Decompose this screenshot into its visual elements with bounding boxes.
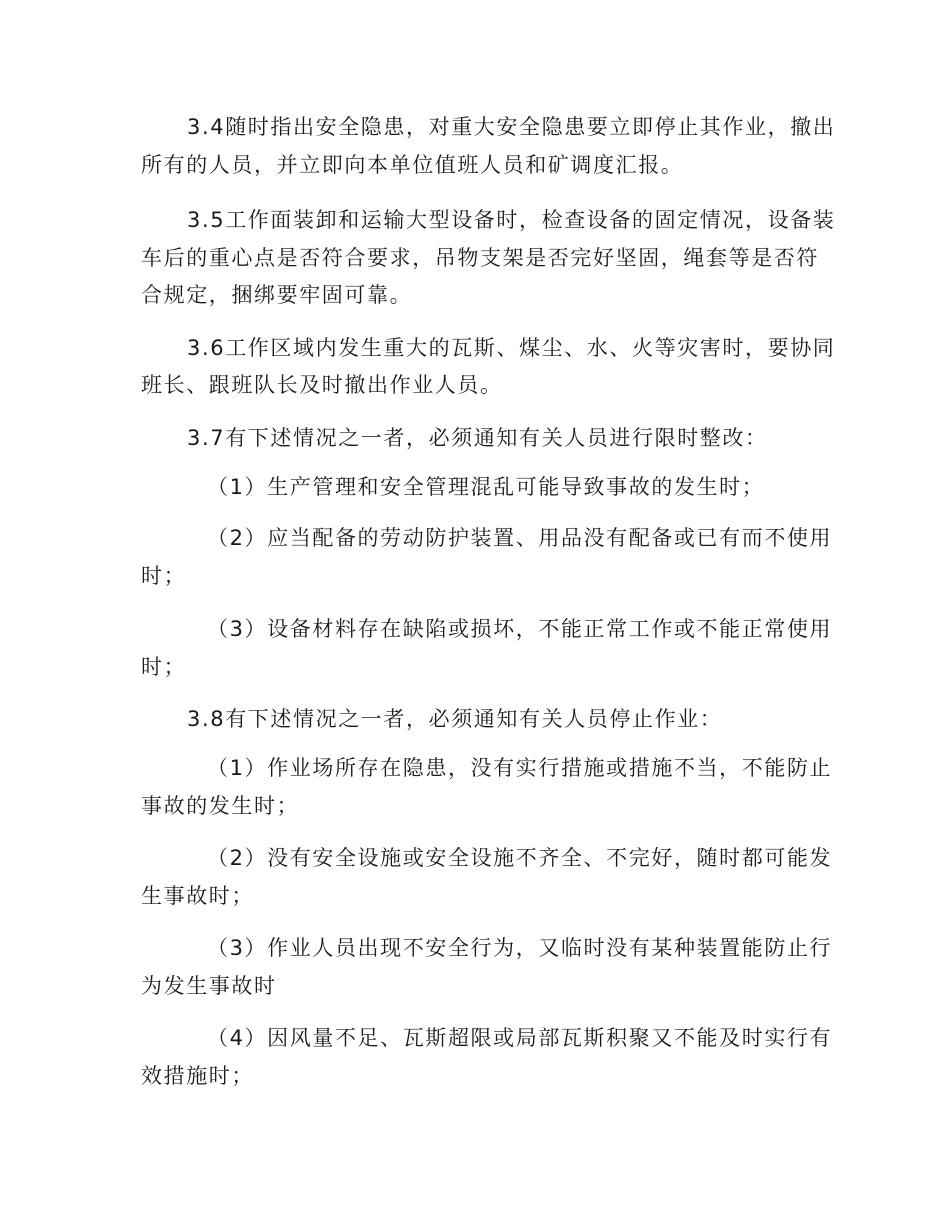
text-line: 生事故时；	[141, 884, 254, 908]
text-line: 合规定，捆绑要牢固可靠。	[141, 283, 413, 307]
text-line: （3）作业人员出现不安全行为，又临时没有某种装置能防止行	[207, 936, 833, 960]
text-line: 3.5工作面装卸和运输大型设备时，检查设备的固定情况，设备装	[187, 208, 836, 232]
text-line: 事故的发生时；	[141, 794, 300, 818]
text-line: （1）生产管理和安全管理混乱可能导致事故的发生时；	[207, 475, 765, 499]
text-line: 3.4随时指出安全隐患，对重大安全隐患要立即停止其作业，撤出	[187, 115, 836, 139]
text-line: 班长、跟班队长及时撤出作业人员。	[141, 373, 503, 397]
text-line: （3）设备材料存在缺陷或损坏，不能正常工作或不能正常使用	[207, 617, 833, 641]
text-line: 效措施时；	[141, 1064, 254, 1088]
text-line: 时；	[141, 655, 187, 679]
text-line: 时；	[141, 564, 187, 588]
text-line: （2）应当配备的劳动防护装置、用品没有配备或已有而不使用	[207, 526, 833, 550]
text-line: 为发生事故时	[141, 974, 277, 998]
text-line: 车后的重心点是否符合要求，吊物支架是否完好坚固，绳套等是否符	[141, 246, 819, 270]
text-line: 3.7有下述情况之一者，必须通知有关人员进行限时整改：	[187, 426, 768, 450]
text-line: （2）没有安全设施或安全设施不齐全、不完好，随时都可能发	[207, 846, 833, 870]
text-line: （1）作业场所存在隐患，没有实行措施或措施不当，不能防止	[207, 756, 833, 780]
text-line: 3.6工作区域内发生重大的瓦斯、煤尘、水、火等灾害时，要协同	[187, 336, 836, 360]
text-line: 3.8有下述情况之一者，必须通知有关人员停止作业：	[187, 707, 723, 731]
text-line: 所有的人员，并立即向本单位值班人员和矿调度汇报。	[141, 153, 684, 177]
text-line: （4）因风量不足、瓦斯超限或局部瓦斯积聚又不能及时实行有	[207, 1026, 833, 1050]
